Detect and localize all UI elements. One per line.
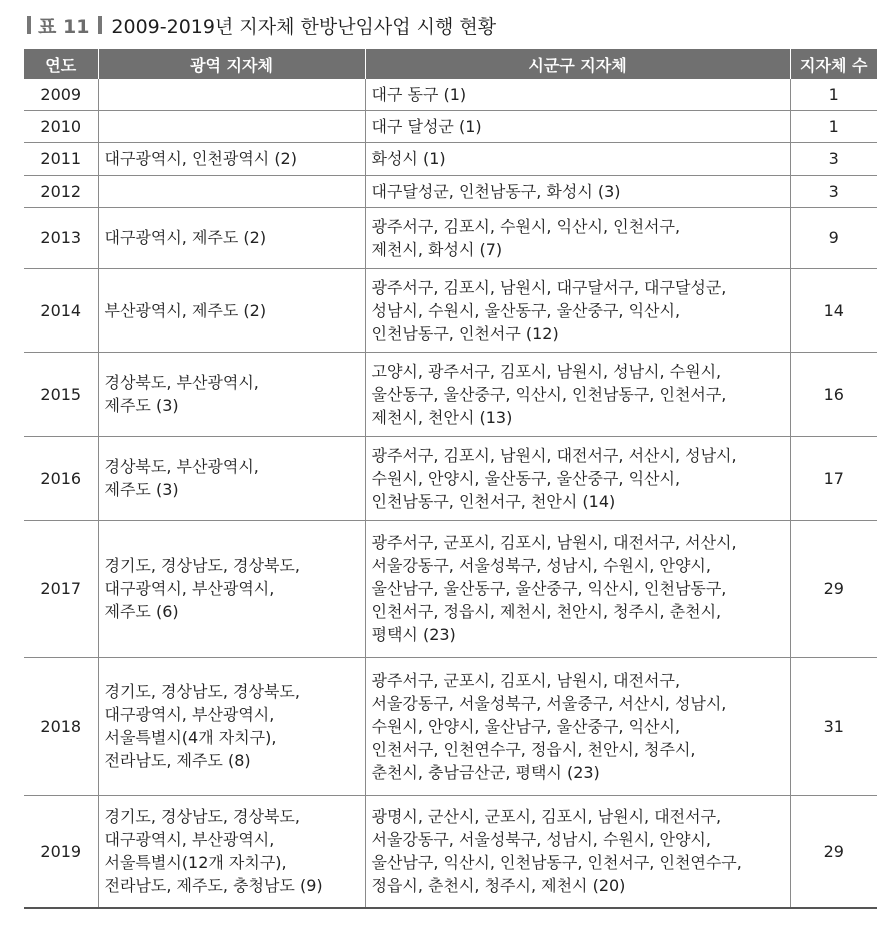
count-cell: 1: [790, 79, 877, 110]
local-line: 평택시 (23): [371, 625, 456, 644]
count-cell: 29: [790, 520, 877, 657]
local-line: 서울강동구, 서울성북구, 성남시, 수원시, 안양시,: [371, 556, 711, 575]
regional-line: 대구광역시, 부산광역시,: [104, 830, 275, 850]
count-cell: 3: [790, 175, 877, 207]
regional-line: 전라남도, 제주도, 충청남도 (9): [104, 876, 323, 896]
table-row: [24, 268, 877, 352]
regional-line: 전라남도, 제주도 (8): [104, 751, 251, 770]
local-line: 화성시 (1): [371, 149, 446, 168]
local-cell: [365, 268, 790, 352]
count-cell: 3: [790, 142, 877, 175]
regional-cell: [98, 436, 365, 520]
regional-line: 제주도 (3): [104, 396, 179, 415]
local-line: 울산남구, 익산시, 인천남동구, 인천서구, 인천연수구,: [371, 853, 742, 873]
year-cell: 2010: [24, 110, 98, 142]
regional-line: 경기도, 경상남도, 경상북도,: [104, 682, 300, 701]
year-cell: 2013: [24, 207, 98, 268]
caption-bar-right: [98, 16, 102, 34]
table-row: [24, 520, 877, 657]
year-cell: 2015: [24, 352, 98, 436]
regional-line: 서울특별시(4개 자치구),: [104, 728, 277, 747]
table-body: [24, 79, 877, 908]
local-line: 춘천시, 충남금산군, 평택시 (23): [371, 762, 600, 782]
table-row: [24, 795, 877, 908]
local-line: 서울강동구, 서울성북구, 성남시, 수원시, 안양시,: [371, 830, 711, 850]
regional-line: 대구광역시, 부산광역시,: [104, 705, 275, 724]
regional-line: 경기도, 경상남도, 경상북도,: [104, 556, 300, 575]
regional-line: 대구광역시, 인천광역시 (2): [104, 149, 297, 168]
year-cell: 2019: [24, 795, 98, 908]
header-year: 연도: [24, 49, 98, 79]
regional-cell: [98, 352, 365, 436]
regional-cell: [98, 175, 365, 207]
regional-cell: [98, 657, 365, 795]
local-cell: [365, 352, 790, 436]
local-line: 서울강동구, 서울성북구, 서울중구, 서산시, 성남시,: [371, 693, 727, 713]
local-line: 울산남구, 울산동구, 울산중구, 익산시, 인천남동구,: [371, 579, 727, 598]
local-cell: [365, 657, 790, 795]
count-cell: 1: [790, 110, 877, 142]
header-row: [24, 49, 877, 79]
local-line: 대구 달성군 (1): [371, 116, 482, 136]
regional-line: 제주도 (3): [104, 480, 179, 499]
regional-line: 제주도 (6): [104, 602, 179, 621]
regional-line: 경상북도, 부산광역시,: [104, 373, 259, 392]
count-cell: 9: [790, 207, 877, 268]
regional-line: 서울특별시(12개 자치구),: [104, 853, 287, 873]
year-cell: 2017: [24, 520, 98, 657]
local-line: 제천시, 화성시 (7): [371, 239, 503, 259]
regional-cell: [98, 795, 365, 908]
regional-cell: [98, 79, 365, 110]
local-line: 광주서구, 김포시, 남원시, 대전서구, 서산시, 성남시,: [371, 445, 737, 465]
local-line: 광주서구, 김포시, 수원시, 익산시, 인천서구,: [371, 216, 681, 236]
regional-cell: [98, 142, 365, 175]
local-cell: [365, 436, 790, 520]
count-cell: 16: [790, 352, 877, 436]
local-line: 수원시, 안양시, 울산남구, 울산중구, 익산시,: [371, 716, 681, 736]
header-local: 시군구 지자체: [365, 49, 790, 79]
count-cell: 17: [790, 436, 877, 520]
local-cell: [365, 142, 790, 175]
table-row: [24, 110, 877, 142]
local-line: 성남시, 수원시, 울산동구, 울산중구, 익산시,: [371, 300, 681, 320]
local-line: 광주서구, 군포시, 김포시, 남원시, 대전서구,: [371, 670, 681, 690]
local-line: 광주서구, 군포시, 김포시, 남원시, 대전서구, 서산시,: [371, 533, 737, 552]
regional-cell: [98, 520, 365, 657]
table-row: [24, 352, 877, 436]
local-line: 대구달성군, 인천남동구, 화성시 (3): [371, 181, 621, 201]
local-line: 인천남동구, 인천서구 (12): [371, 323, 559, 343]
year-cell: 2012: [24, 175, 98, 207]
local-line: 정읍시, 춘천시, 청주시, 제천시 (20): [371, 876, 626, 896]
local-line: 인천남동구, 인천서구, 천안시 (14): [371, 491, 616, 511]
local-cell: [365, 795, 790, 908]
caption-bar-left: [27, 16, 31, 34]
regional-line: 부산광역시, 제주도 (2): [104, 300, 267, 320]
local-cell: [365, 79, 790, 110]
table-row: [24, 436, 877, 520]
local-cell: [365, 110, 790, 142]
local-cell: [365, 520, 790, 657]
regional-line: 대구광역시, 부산광역시,: [104, 579, 275, 598]
regional-line: 경기도, 경상남도, 경상북도,: [104, 807, 300, 827]
table-row: [24, 657, 877, 795]
local-cell: [365, 175, 790, 207]
table-title: 2009-2019년 지자체 한방난임사업 시행 현황: [111, 15, 497, 38]
year-cell: 2014: [24, 268, 98, 352]
year-cell: 2016: [24, 436, 98, 520]
regional-line: 경상북도, 부산광역시,: [104, 457, 259, 476]
year-cell: 2011: [24, 142, 98, 175]
local-line: 울산동구, 울산중구, 익산시, 인천남동구, 인천서구,: [371, 384, 727, 404]
local-line: 고양시, 광주서구, 김포시, 남원시, 성남시, 수원시,: [371, 361, 722, 381]
regional-line: 대구광역시, 제주도 (2): [104, 228, 267, 247]
regional-cell: [98, 207, 365, 268]
header-count: 지자체 수: [790, 49, 877, 79]
count-cell: 31: [790, 657, 877, 795]
local-line: 대구 동구 (1): [371, 84, 467, 104]
table-row: [24, 142, 877, 175]
table-caption: [24, 10, 496, 40]
table-row: [24, 175, 877, 207]
table-row: [24, 207, 877, 268]
local-line: 제천시, 천안시 (13): [371, 407, 513, 427]
year-cell: 2009: [24, 79, 98, 110]
local-line: 인천서구, 정읍시, 제천시, 천안시, 청주시, 춘천시,: [371, 602, 722, 621]
regional-cell: [98, 110, 365, 142]
year-cell: 2018: [24, 657, 98, 795]
local-line: 광주서구, 김포시, 남원시, 대구달서구, 대구달성군,: [371, 277, 727, 297]
count-cell: 29: [790, 795, 877, 908]
count-cell: 14: [790, 268, 877, 352]
data-table: [24, 49, 877, 909]
local-cell: [365, 207, 790, 268]
local-line: 수원시, 안양시, 울산동구, 울산중구, 익산시,: [371, 468, 681, 488]
local-line: 광명시, 군산시, 군포시, 김포시, 남원시, 대전서구,: [371, 807, 722, 827]
header-regional: 광역 지자체: [98, 49, 365, 79]
table-row: [24, 79, 877, 110]
local-line: 인천서구, 인천연수구, 정읍시, 천안시, 청주시,: [371, 739, 696, 759]
table-number: 표 11: [38, 15, 90, 38]
regional-cell: [98, 268, 365, 352]
